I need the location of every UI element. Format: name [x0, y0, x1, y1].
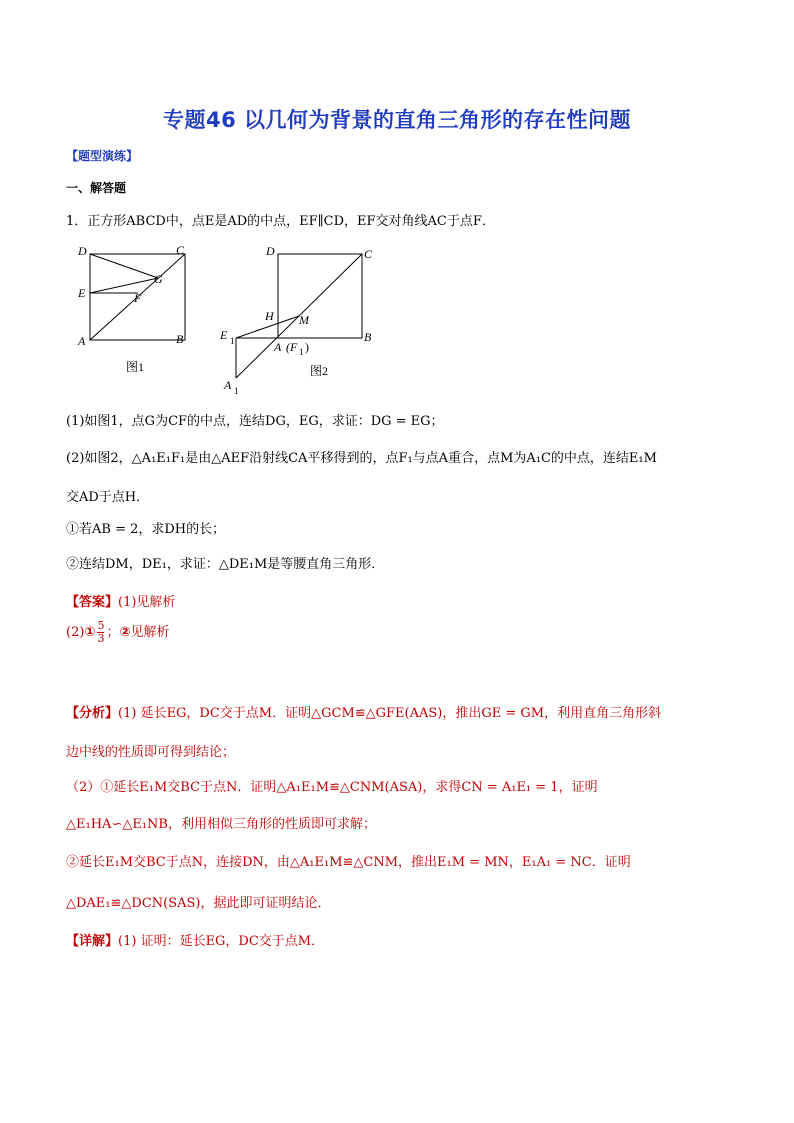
segment-eg-fig1: [90, 278, 158, 293]
fig2-label-a1-sub: 1: [234, 386, 239, 396]
answer-line-1: [66, 591, 175, 610]
fig1-label-d: D: [78, 244, 87, 258]
analysis-line-1: [66, 702, 661, 721]
fig1-label-b: B: [176, 332, 184, 346]
analysis-text-3: ①延长E₁M交BC于点N．证明△A₁E₁M≌△CNM(ASA)，求得CN = A₁E₁ = 1，证明: [100, 780, 598, 795]
question-2-line-2: 交AD于点H．: [66, 490, 150, 505]
analysis-line-5: ②延长E₁M交BC于点N，连接DN，由△A₁E₁M≌△CNM，推出E₁M = MN，E₁A₁ = NC．证明: [66, 855, 631, 870]
fraction-numerator: 5: [97, 619, 105, 632]
fig2-label-a1: A: [224, 378, 232, 392]
answer-fraction: [97, 620, 104, 645]
question-2-sub-2: ②连结DM，DE₁，求证：△DE₁M是等腰直角三角形．: [66, 557, 385, 572]
fig2-label-b: B: [364, 330, 372, 344]
answer-separator: ；: [106, 625, 120, 640]
fraction-denominator: 3: [97, 632, 105, 645]
fig2-label-f1: (F: [286, 340, 298, 354]
answer-part-1: (1)见解析: [118, 595, 176, 610]
analysis-line-2: 边中线的性质即可得到结论；: [66, 745, 236, 760]
page-title: 专题46 以几何为背景的直角三角形的存在性问题: [162, 108, 632, 132]
question-2-line-1: (2)如图2，△A₁E₁F₁是由△AEF沿射线CA平移得到的，点F₁与点A重合，点M为A₁C的中点，连结E₁M: [66, 451, 657, 466]
fig1-label-c: C: [176, 243, 185, 257]
analysis-text-1: (1) 延长EG，DC交于点M．证明△GCM≌△GFE(AAS)，推出GE = GM，利用直角三角形斜: [118, 706, 662, 721]
detail-line-1: [66, 930, 324, 949]
fig1-label-g: G: [154, 272, 163, 286]
fig2-label-h: H: [265, 309, 274, 323]
fig1-label-a: A: [78, 334, 86, 348]
fig2-label-d: D: [266, 244, 275, 258]
answer-circle-1: ①: [84, 625, 96, 640]
section-tag: 【题型演练】: [66, 149, 139, 163]
segment-dg-fig1: [90, 254, 158, 278]
answer-part-2-prefix: (2): [66, 625, 85, 640]
fig2-label-m: M: [299, 313, 309, 327]
figure-2: [212, 238, 387, 398]
fig1-label-f: F: [134, 291, 142, 305]
detail-tag: 【详解】: [66, 934, 119, 949]
fig2-label-e1: E: [220, 328, 228, 342]
analysis-tag: 【分析】: [66, 706, 119, 721]
fig2-label-e1-sub: 1: [230, 336, 235, 346]
fig2-label-f1-sub: 1: [299, 347, 304, 357]
analysis-line-6: △DAE₁≌△DCN(SAS)，据此即可证明结论．: [66, 896, 331, 911]
detail-text-1: (1) 证明：延长EG，DC交于点M．: [118, 934, 325, 949]
fig2-label-a: A: [274, 340, 282, 354]
question-1: (1)如图1，点G为CF的中点，连结DG，EG，求证：DG = EG；: [66, 414, 444, 429]
fig2-label-c: C: [364, 247, 373, 261]
fig2-label-f1-close: ): [305, 340, 309, 354]
fig1-caption: 图1: [126, 360, 145, 374]
problem-statement: 1．正方形ABCD中，点E是AD的中点，EF∥CD，EF交对角线AC于点F．: [66, 214, 495, 229]
answer-line-2: [66, 620, 169, 645]
analysis-line-4: △E₁HA∽△E₁NB，利用相似三角形的性质即可求解；: [66, 817, 376, 832]
analysis-part-2-prefix: （2）: [66, 780, 101, 795]
answer-circle-2: ②: [119, 625, 131, 640]
analysis-line-3: [66, 776, 598, 795]
answer-tag: 【答案】: [66, 595, 119, 610]
fig1-label-e: E: [78, 286, 86, 300]
answer-part-2-rest: 见解析: [130, 625, 170, 640]
section-heading: 一、解答题: [66, 181, 127, 195]
figure-1: [70, 238, 200, 378]
question-2-sub-1: ①若AB = 2，求DH的长；: [66, 522, 226, 537]
fig2-caption: 图2: [310, 364, 329, 378]
